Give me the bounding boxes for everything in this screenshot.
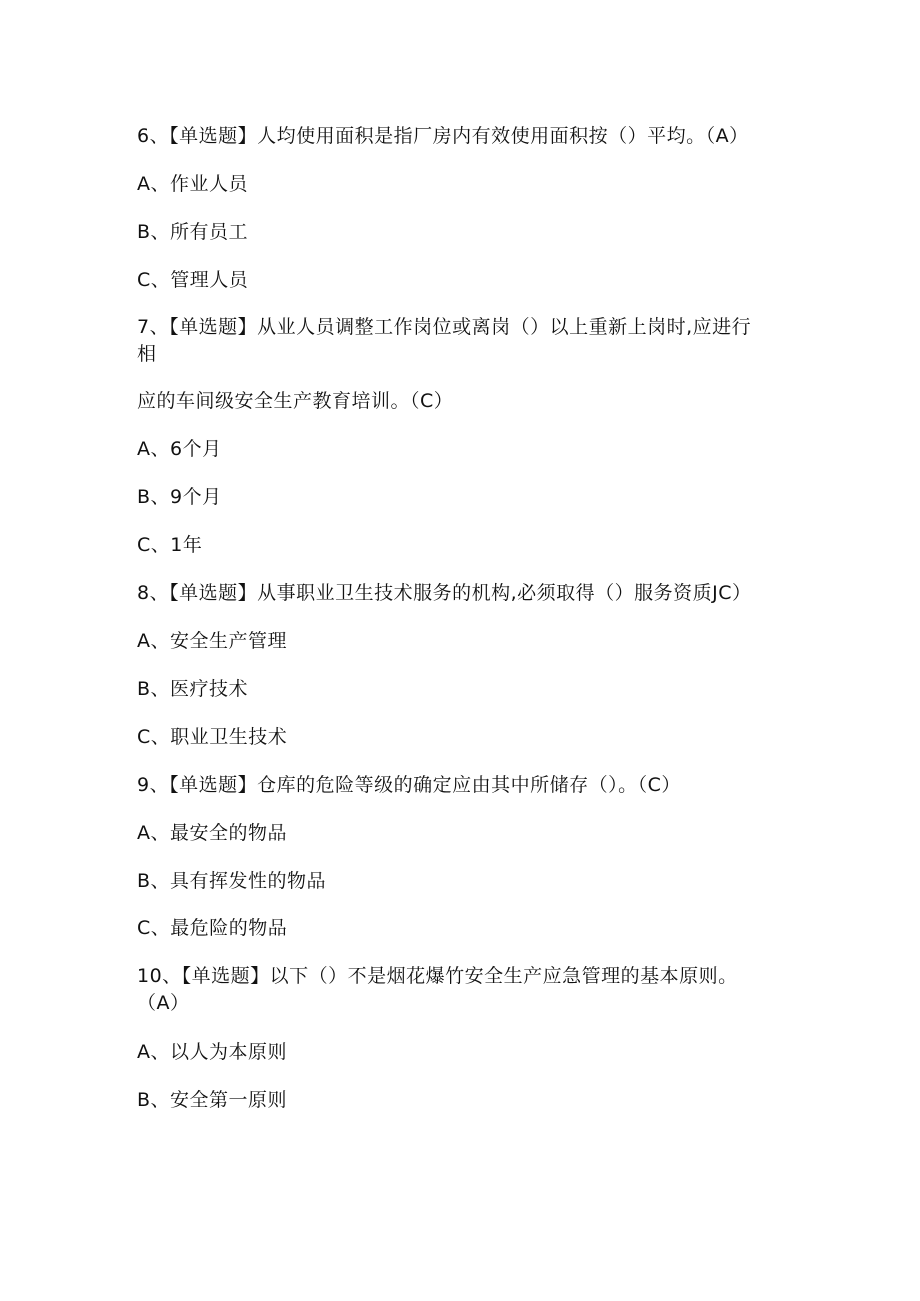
question-7-option-c: C、1年 bbox=[137, 534, 203, 556]
question-9-option-a: A、最安全的物品 bbox=[137, 822, 287, 844]
question-6-text: 6、【单选题】人均使用面积是指厂房内有效使用面积按（）平均。（A） bbox=[137, 125, 749, 147]
question-8-text: 8、【单选题】从事职业卫生技术服务的机构,必须取得（）服务资质JC） bbox=[137, 582, 752, 604]
question-10-option-b: B、安全第一原则 bbox=[137, 1089, 288, 1111]
question-7-text-line1: 7、【单选题】从业人员调整工作岗位或离岗（）以上重新上岗时,应进行 bbox=[137, 316, 752, 338]
question-9-option-c: C、最危险的物品 bbox=[137, 917, 288, 939]
question-7-option-b: B、9个月 bbox=[137, 486, 222, 508]
question-8-option-c: C、职业卫生技术 bbox=[137, 726, 288, 748]
question-7-option-a: A、6个月 bbox=[137, 438, 222, 460]
question-10-text-line2: （A） bbox=[137, 992, 190, 1014]
question-6-option-c: C、管理人员 bbox=[137, 269, 249, 291]
question-9-option-b: B、具有挥发性的物品 bbox=[137, 870, 327, 892]
question-7-text-line2: 相 bbox=[137, 343, 157, 365]
question-8-option-b: B、医疗技术 bbox=[137, 678, 249, 700]
question-7-text-line3: 应的车间级安全生产教育培训。（C） bbox=[137, 390, 454, 412]
question-10-option-a: A、以人为本原则 bbox=[137, 1041, 287, 1063]
question-6-option-b: B、所有员工 bbox=[137, 221, 249, 243]
question-8-option-a: A、安全生产管理 bbox=[137, 630, 287, 652]
question-9-text: 9、【单选题】仓库的危险等级的确定应由其中所储存（）。（C） bbox=[137, 774, 681, 796]
question-6-option-a: A、作业人员 bbox=[137, 173, 248, 195]
question-10-text-line1: 10、【单选题】以下（）不是烟花爆竹安全生产应急管理的基本原则。 bbox=[137, 965, 738, 987]
